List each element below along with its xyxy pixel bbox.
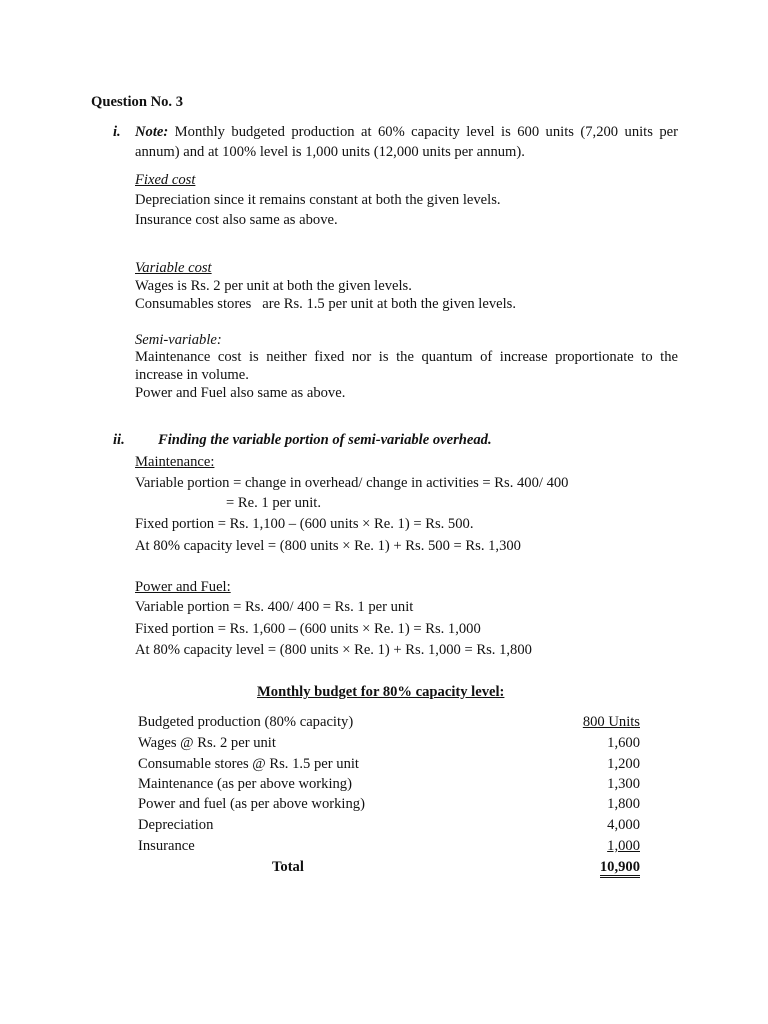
note-text: Monthly budgeted production at 60% capacity level is 600 units (7,200 units per [168,124,678,140]
budget-row-value: 1,600 [607,735,640,751]
budget-row-value: 800 Units [582,714,640,730]
power-fuel-line-2: Fixed portion = Rs. 1,600 – (600 units × Re. 1) = Rs. 1,000 [135,621,481,637]
variable-cost-line-2: Consumables stores are Rs. 1.5 per unit at both the given levels. [135,296,516,312]
budget-row-label: Insurance [138,838,195,854]
maintenance-line-4: At 80% capacity level = (800 units × Re. 1) + Rs. 500 = Rs. 1,300 [135,538,521,554]
budget-row-label: Budgeted production (80% capacity) [138,714,354,730]
fixed-cost-line-1: Depreciation since it remains constant at both the given levels. [135,192,501,208]
note-line-2: annum) and at 100% level is 1,000 units (12,000 units per annum). [135,144,525,160]
budget-row-label: Depreciation [138,817,214,833]
budget-total-label: Total [272,859,304,875]
variable-cost-line-1: Wages is Rs. 2 per unit at both the given levels. [135,278,412,294]
budget-row-label: Power and fuel (as per above working) [138,796,365,812]
semi-variable-heading: Semi-variable: [135,332,222,348]
budget-row-label: Consumable stores @ Rs. 1.5 per unit [138,756,359,772]
power-fuel-line-3: At 80% capacity level = (800 units × Re. 1) + Rs. 1,000 = Rs. 1,800 [135,642,532,658]
semi-variable-line-1: Maintenance cost is neither fixed nor is the quantum of increase proportionate to the [135,349,678,365]
maintenance-line-1: Variable portion = change in overhead/ change in activities = Rs. 400/ 400 [135,475,569,491]
budget-title: Monthly budget for 80% capacity level: [257,684,505,700]
note-label: Note: [135,124,169,140]
variable-cost-heading: Variable cost [135,260,212,276]
maintenance-line-3: Fixed portion = Rs. 1,100 – (600 units × Re. 1) = Rs. 500. [135,516,474,532]
budget-row-value: 1,200 [607,756,640,772]
budget-row-value: 4,000 [607,817,640,833]
part-ii-numeral: ii. [113,432,125,448]
budget-row-value: 1,000 [607,838,640,854]
semi-variable-line-2: increase in volume. [135,367,249,383]
power-fuel-heading: Power and Fuel: [135,579,231,595]
budget-row-value: 1,300 [607,776,640,792]
question-title: Question No. 3 [91,94,184,110]
semi-variable-line-3: Power and Fuel also same as above. [135,385,346,401]
part-ii-heading: Finding the variable portion of semi-variable overhead. [158,432,492,448]
budget-total-value: 10,900 [600,859,640,878]
maintenance-heading: Maintenance: [135,454,215,470]
budget-row-label: Maintenance (as per above working) [138,776,352,792]
fixed-cost-line-2: Insurance cost also same as above. [135,212,338,228]
part-i-numeral: i. [113,124,121,140]
budget-row-label: Wages @ Rs. 2 per unit [138,735,276,751]
power-fuel-line-1: Variable portion = Rs. 400/ 400 = Rs. 1 per unit [135,599,414,615]
fixed-cost-heading: Fixed cost [135,172,196,188]
maintenance-line-2: = Re. 1 per unit. [226,495,321,511]
note-line-1 [135,122,678,142]
budget-total-cell [540,857,640,878]
budget-row-value: 1,800 [607,796,640,812]
